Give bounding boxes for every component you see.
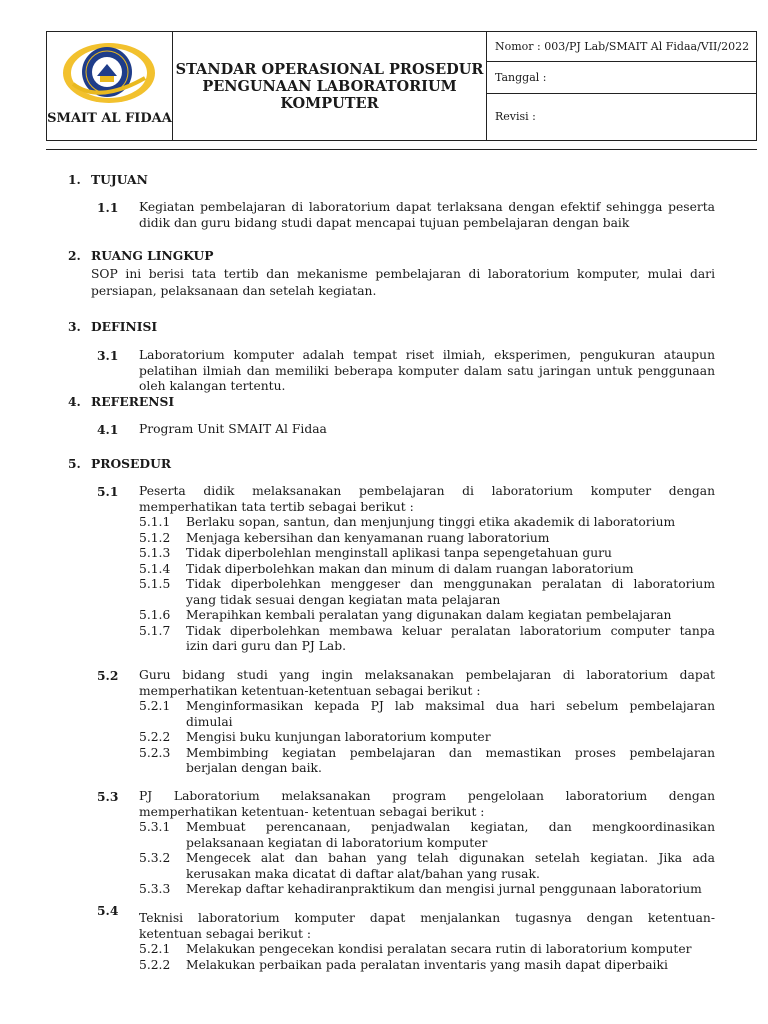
subsection-number: 4.1: [97, 422, 119, 437]
text-line: Laboratorium komputer adalah tempat riset ilmiah, eksperimen, pengukuran ataupun: [139, 348, 715, 362]
item-list-5-1: [139, 515, 715, 655]
text-line: ketentuan sebagai berikut :: [139, 926, 312, 941]
item-number: 5.2.1: [139, 942, 171, 956]
item-number: 5.1.6: [139, 608, 171, 622]
school-name: SMAIT AL FIDAA: [47, 111, 172, 126]
text-line: Menginformasikan kepada PJ lab maksimal dua hari sebelum pembelajaran: [186, 699, 715, 713]
text-line: Tidak diperbolehkan menggeser dan menggunakan peralatan di laboratorium: [186, 577, 715, 591]
title-line: STANDAR OPERASIONAL PROSEDUR: [175, 61, 484, 78]
subsection-number: 5.1: [97, 484, 119, 499]
logo-cell: [47, 32, 173, 140]
text-line: izin dari guru dan PJ Lab.: [186, 639, 347, 653]
list-item: [139, 608, 715, 624]
text-line: Membimbing kegiatan pembelajaran dan memastikan proses pembelajaran: [186, 745, 715, 760]
subsection-text: [139, 911, 715, 942]
text-line: Membuat perencanaan, penjadwalan kegiatan, dan mengkoordinasikan: [186, 820, 715, 834]
meta-cell: [487, 32, 756, 140]
list-item: [139, 820, 715, 851]
section-title-ruang-lingkup: RUANG LINGKUP: [91, 248, 214, 263]
item-text: [186, 746, 715, 777]
item-text: Berlaku sopan, santun, dan menjunjung tinggi etika akademik di laboratorium: [186, 515, 676, 529]
item-number: 5.2.2: [139, 957, 171, 972]
subsection-number: 1.1: [97, 200, 119, 215]
text-line: PJ Laboratorium melaksanakan program pengelolaan laboratorium dengan: [139, 789, 715, 803]
item-text: Melakukan perbaikan pada peralatan inventaris yang masih dapat diperbaiki: [186, 957, 668, 972]
item-number: 5.1.1: [139, 515, 171, 529]
list-item: [139, 942, 715, 958]
text-line: Peserta didik melaksanakan pembelajaran di laboratorium komputer dengan: [139, 484, 715, 498]
item-number: 5.2.1: [139, 699, 171, 713]
text-line: yang tidak sesuai dengan kegiatan mata pelajaran: [186, 592, 501, 607]
list-item: [139, 546, 715, 562]
text-line: pelaksanaan kegiatan di laboratorium komputer: [186, 835, 488, 850]
item-text: Menjaga kebersihan dan kenyamanan ruang laboratorium: [186, 530, 550, 545]
subsection-number: 5.3: [97, 789, 119, 804]
subsection-text: [139, 200, 715, 231]
text-line: Kegiatan pembelajaran di laboratorium dapat terlaksana dengan efektif sehingga peserta: [139, 200, 715, 214]
section-number: 1.: [68, 172, 81, 187]
text-line: dimulai: [186, 714, 233, 729]
item-number: 5.1.4: [139, 561, 171, 576]
item-text: [186, 699, 715, 730]
text-line: pelatihan ilmiah dan memiliki beberapa komputer dalam satu jaringan untuk penggunaan: [139, 363, 715, 378]
list-item: [139, 515, 715, 531]
title-line: PENGUNAAN LABORATORIUM: [202, 78, 457, 95]
school-logo-icon: [59, 38, 159, 108]
section-title-definisi: DEFINISI: [91, 319, 158, 334]
list-item: [139, 562, 715, 578]
text-line: Tidak diperbolehkan membawa keluar peralatan laboratorium computer tanpa: [186, 623, 715, 638]
list-item: [139, 577, 715, 608]
item-number: 5.3.1: [139, 820, 171, 834]
item-number: 5.1.2: [139, 530, 171, 545]
list-item: [139, 746, 715, 777]
list-item: [139, 958, 715, 974]
item-number: 5.1.7: [139, 623, 171, 638]
section-number: 3.: [68, 319, 81, 334]
text-line: memperhatikan ketentuan-ketentuan sebagai berikut :: [139, 683, 481, 698]
document-header: [46, 31, 757, 141]
section-number: 4.: [68, 394, 81, 409]
text-line: berjalan dengan baik.: [186, 761, 322, 775]
section-text: [91, 266, 715, 300]
subsection-number: 5.2: [97, 668, 119, 683]
item-number: 5.1.5: [139, 577, 171, 591]
nomor-field: Nomor : 003/PJ Lab/SMAIT Al Fidaa/VII/2022: [487, 32, 756, 62]
section-title-referensi: REFERENSI: [91, 394, 175, 409]
list-item: [139, 882, 715, 898]
text-line: memperhatikan tata tertib sebagai berikut :: [139, 499, 414, 514]
title-cell: [173, 32, 487, 140]
text-line: memperhatikan ketentuan- ketentuan sebagai berikut :: [139, 804, 485, 819]
item-list-5-2: [139, 699, 715, 777]
subsection-text: [139, 484, 715, 515]
item-list-5-4: [139, 942, 715, 973]
subsection-text: [139, 668, 715, 699]
text-line: oleh kalangan tertentu.: [139, 379, 286, 393]
item-text: [186, 851, 715, 882]
header-divider: [46, 149, 757, 150]
item-number: 5.3.3: [139, 882, 171, 896]
section-number: 2.: [68, 248, 81, 263]
section-title-tujuan: TUJUAN: [91, 172, 148, 187]
subsection-text: Program Unit SMAIT Al Fidaa: [139, 422, 327, 436]
item-text: Melakukan pengecekan kondisi peralatan secara rutin di laboratorium komputer: [186, 942, 692, 956]
item-number: 5.1.3: [139, 546, 171, 560]
text-line: SOP ini berisi tata tertib dan mekanisme pembelajaran di laboratorium komputer, mulai dari: [91, 267, 715, 281]
item-text: [186, 820, 715, 851]
item-text: Mengisi buku kunjungan laboratorium komputer: [186, 730, 491, 744]
list-item: [139, 624, 715, 655]
item-list-5-3: [139, 820, 715, 898]
list-item: [139, 730, 715, 746]
item-text: Merapihkan kembali peralatan yang digunakan dalam kegiatan pembelajaran: [186, 608, 672, 622]
item-number: 5.2.3: [139, 745, 171, 760]
item-number: 5.3.2: [139, 851, 171, 865]
item-text: [186, 577, 715, 608]
text-line: Mengecek alat dan bahan yang telah digunakan setelah kegiatan. Jika ada: [186, 851, 715, 865]
text-line: kerusakan maka dicatat di daftar alat/bahan yang rusak.: [186, 866, 540, 881]
subsection-number: 3.1: [97, 348, 119, 363]
item-text: [186, 624, 715, 655]
list-item: [139, 531, 715, 547]
text-line: Teknisi laboratorium komputer dapat menjalankan tugasnya dengan ketentuan-: [139, 911, 715, 925]
list-item: [139, 699, 715, 730]
text-line: didik dan guru bidang studi dapat mencapai tujuan pembelajaran dengan baik: [139, 215, 630, 230]
item-text: Tidak diperbolehkan makan dan minum di dalam ruangan laboratorium: [186, 561, 634, 576]
text-line: Guru bidang studi yang ingin melaksanakan pembelajaran di laboratorium dapat: [139, 668, 715, 682]
subsection-text: [139, 348, 715, 395]
revisi-field: Revisi :: [495, 110, 536, 123]
subsection-number: 5.4: [97, 903, 119, 918]
list-item: [139, 851, 715, 882]
item-text: Merekap daftar kehadiranpraktikum dan mengisi jurnal penggunaan laboratorium: [186, 882, 702, 896]
item-text: Tidak diperbolehlan menginstall aplikasi tanpa sepengetahuan guru: [186, 546, 612, 560]
subsection-text: [139, 789, 715, 820]
tanggal-field: Tanggal :: [487, 62, 756, 94]
title-line: KOMPUTER: [280, 95, 379, 112]
text-line: persiapan, pelaksanaan dan setelah kegiatan.: [91, 284, 377, 298]
section-number: 5.: [68, 456, 81, 471]
item-number: 5.2.2: [139, 730, 171, 744]
section-title-prosedur: PROSEDUR: [91, 456, 172, 471]
document-title: [173, 61, 486, 112]
